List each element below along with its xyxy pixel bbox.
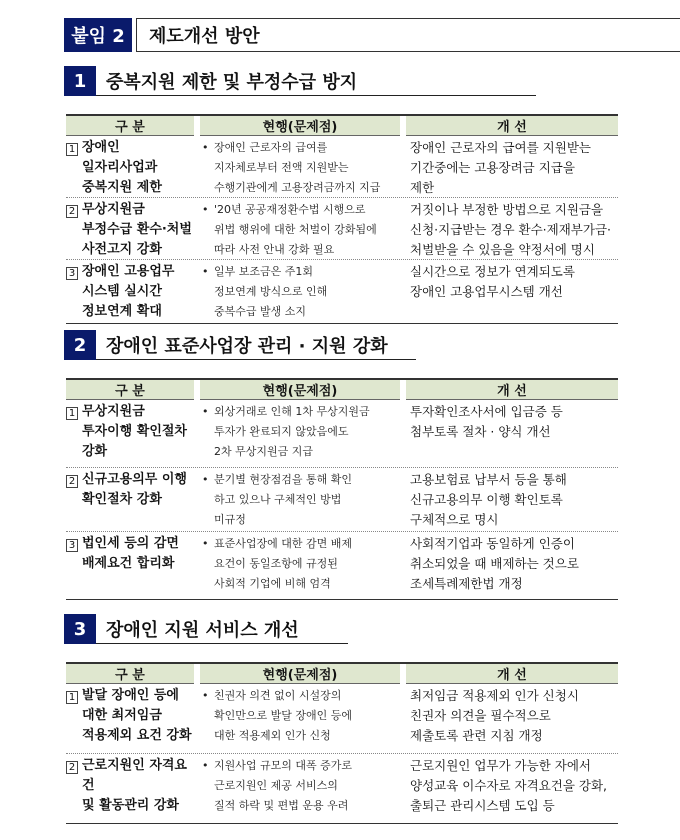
- header-current: 현행(문제점): [200, 380, 400, 400]
- section-1-heading: [64, 66, 536, 96]
- row-current: 표준사업장에 대한 감면 배제 요건이 동일조항에 규정된 사회적 기업에 비해 엄격: [214, 537, 353, 590]
- section-number: 3: [64, 614, 96, 644]
- row-category: 장애인 고용업무 시스템 실시간 정보연계 확대: [82, 264, 175, 319]
- row-category: 무상지원금 투자이행 확인절차 강화: [82, 404, 187, 459]
- annex-tag: 붙임 2: [64, 18, 132, 52]
- row-current: 친권자 의견 없이 시설장의 확인만으로 발달 장애인 등에 대한 적용제외 인가 신청: [214, 689, 353, 742]
- annex-title: 제도개선 방안: [136, 18, 680, 52]
- annex-header: [64, 18, 680, 52]
- section-number: 2: [64, 330, 96, 360]
- row-improvement: 투자확인조사서에 입금증 등 첨부토록 절차 · 양식 개선: [410, 404, 563, 439]
- section-3-table: [66, 662, 618, 824]
- item-number: 3: [66, 539, 78, 552]
- row-current: 일부 보조금은 주1회 정보연계 방식으로 인해 중복수급 발생 소지: [214, 265, 328, 318]
- table-row: 3 법인세 등의 감면 배제요건 합리화 • 표준사업장에 대한 감면 배제 요건이 동일조항에 규정된 사회적 기업에 비해 엄격 사회적기업과 동일하게 인증이 취소되었을 때 배제하는 것으로 조세특례제한법 개정: [66, 532, 618, 600]
- section-title: 장애인 지원 서비스 개선: [96, 614, 348, 644]
- item-number: 3: [66, 267, 78, 280]
- item-number: 2: [66, 475, 78, 488]
- header-category: 구 분: [66, 116, 194, 136]
- row-improvement: 실시간으로 정보가 연계되도록 장애인 고용업무시스템 개선: [410, 264, 575, 299]
- row-current: 지원사업 규모의 대폭 증가로 근로지원인 제공 서비스의 질적 하락 및 편법 운용 우려: [214, 759, 353, 812]
- row-category: 법인세 등의 감면 배제요건 합리화: [82, 536, 179, 571]
- table-row: 1 발달 장애인 등에 대한 최저임금 적용제외 요건 강화 • 친권자 의견 없이 시설장의 확인만으로 발달 장애인 등에 대한 적용제외 인가 신청 최저임금 적용제외 인가 신청시 친권자 의견을 필수적으로 제출토록 관련 지침 개정: [66, 684, 618, 754]
- table-header: [66, 378, 618, 400]
- header-category: 구 분: [66, 664, 194, 684]
- section-2-heading: [64, 330, 416, 360]
- section-2-table: [66, 378, 618, 600]
- row-improvement: 사회적기업과 동일하게 인증이 취소되었을 때 배제하는 것으로 조세특례제한법 개정: [410, 536, 579, 591]
- row-category: 근로지원인 자격요건 및 활동관리 강화: [82, 758, 187, 813]
- section-number: 1: [64, 66, 96, 96]
- header-current: 현행(문제점): [200, 116, 400, 136]
- row-category: 무상지원금 부정수급 환수·처벌 사전고지 강화: [82, 202, 192, 257]
- section-title: 장애인 표준사업장 관리 · 지원 강화: [96, 330, 416, 360]
- row-current: 장애인 근로자의 급여를 지자체로부터 전액 지원받는 수행기관에게 고용장려금까지 지급: [214, 141, 381, 194]
- table-row: 3 장애인 고용업무 시스템 실시간 정보연계 확대 • 일부 보조금은 주1회 정보연계 방식으로 인해 중복수급 발생 소지 실시간으로 정보가 연계되도록 장애인 고용업무시스템 개선: [66, 260, 618, 324]
- row-current: 외상거래로 인해 1차 무상지원금 투자가 완료되지 않았음에도 2차 무상지원금 지급: [214, 405, 370, 458]
- item-number: 2: [66, 761, 78, 774]
- row-category: 장애인 일자리사업과 중복지원 제한: [82, 140, 162, 195]
- table-row: 2 근로지원인 자격요건 및 활동관리 강화 • 지원사업 규모의 대폭 증가로 근로지원인 제공 서비스의 질적 하락 및 편법 운용 우려 근로지원인 업무가 가능한 자에서 양성교육 이수자로 자격요건을 강화, 출퇴근 관리시스템 도입 등: [66, 754, 618, 824]
- item-number: 1: [66, 143, 78, 156]
- item-number: 2: [66, 205, 78, 218]
- item-number: 1: [66, 407, 78, 420]
- table-header: [66, 662, 618, 684]
- section-3-heading: [64, 614, 348, 644]
- item-number: 1: [66, 691, 78, 704]
- row-improvement: 장애인 근로자의 급여를 지원받는 기간중에는 고용장려금 지급을 제한: [410, 140, 591, 195]
- header-improvement: 개 선: [406, 380, 618, 400]
- table-row: 1 무상지원금 투자이행 확인절차 강화 • 외상거래로 인해 1차 무상지원금 투자가 완료되지 않았음에도 2차 무상지원금 지급 투자확인조사서에 입금증 등 첨부토록 절차 · 양식 개선: [66, 400, 618, 468]
- header-improvement: 개 선: [406, 664, 618, 684]
- row-improvement: 거짓이나 부정한 방법으로 지원금을 신청·지급받는 경우 환수·제재부가금· 처벌받을 수 있음을 약정서에 명시: [410, 202, 611, 257]
- table-row: 2 신규고용의무 이행 확인절차 강화 • 분기별 현장점검을 통해 확인 하고 있으나 구체적인 방법 미규정 고용보험료 납부서 등을 통해 신규고용의무 이행 확인토록 구체적으로 명시: [66, 468, 618, 532]
- header-improvement: 개 선: [406, 116, 618, 136]
- row-category: 신규고용의무 이행 확인절차 강화: [82, 472, 187, 507]
- header-current: 현행(문제점): [200, 664, 400, 684]
- row-improvement: 근로지원인 업무가 가능한 자에서 양성교육 이수자로 자격요건을 강화, 출퇴근 관리시스템 도입 등: [410, 758, 608, 813]
- row-current: '20년 공공재정환수법 시행으로 위법 행위에 대한 처벌이 강화됨에 따라 사전 안내 강화 필요: [214, 203, 377, 256]
- row-improvement: 고용보험료 납부서 등을 통해 신규고용의무 이행 확인토록 구체적으로 명시: [410, 472, 567, 527]
- row-current: 분기별 현장점검을 통해 확인 하고 있으나 구체적인 방법 미규정: [214, 473, 353, 526]
- header-category: 구 분: [66, 380, 194, 400]
- row-category: 발달 장애인 등에 대한 최저임금 적용제외 요건 강화: [82, 688, 192, 743]
- section-1-table: [66, 114, 618, 324]
- section-title: 중복지원 제한 및 부정수급 방지: [96, 66, 536, 96]
- table-row: 2 무상지원금 부정수급 환수·처벌 사전고지 강화 • '20년 공공재정환수법 시행으로 위법 행위에 대한 처벌이 강화됨에 따라 사전 안내 강화 필요 거짓이나 부정한 방법으로 지원금을 신청·지급받는 경우 환수·제재부가금· 처벌받을 수 있음을 약정서에 명시: [66, 198, 618, 260]
- table-header: [66, 114, 618, 136]
- row-improvement: 최저임금 적용제외 인가 신청시 친권자 의견을 필수적으로 제출토록 관련 지침 개정: [410, 688, 579, 743]
- table-row: 1 장애인 일자리사업과 중복지원 제한 • 장애인 근로자의 급여를 지자체로부터 전액 지원받는 수행기관에게 고용장려금까지 지급 장애인 근로자의 급여를 지원받는 기간중에는 고용장려금 지급을 제한: [66, 136, 618, 198]
